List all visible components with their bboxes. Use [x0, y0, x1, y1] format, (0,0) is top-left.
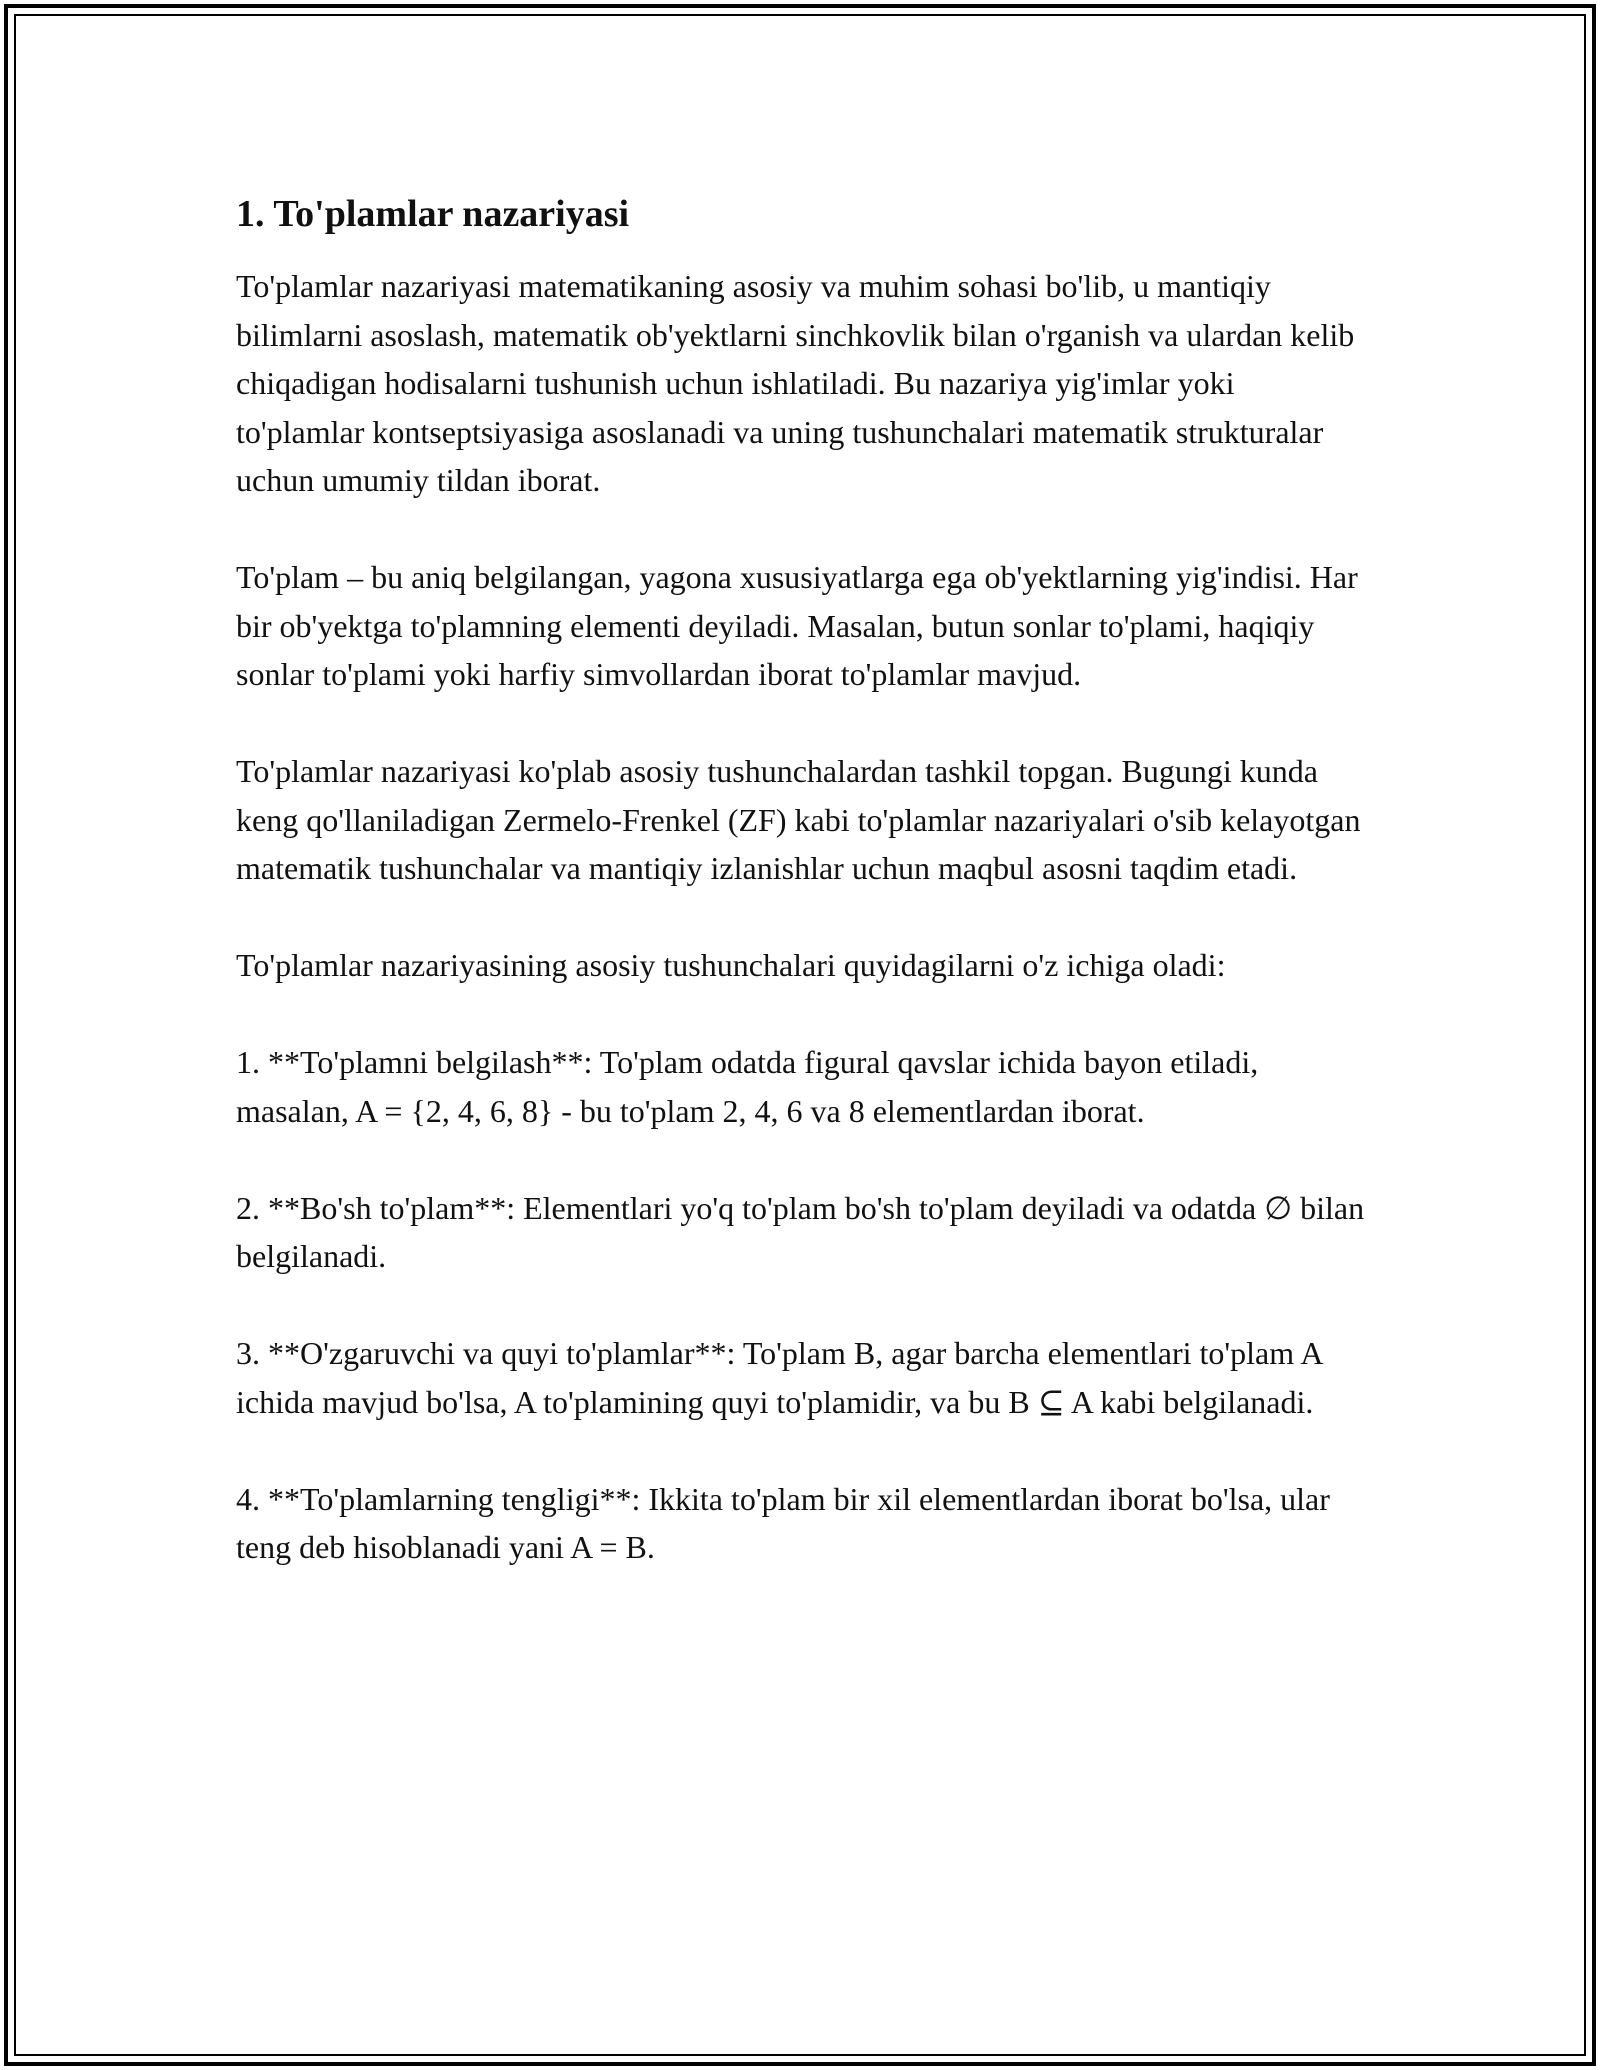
list-item-set-equality: 4. **To'plamlarning tengligi**: Ikkita to'plam bir xil elementlardan iborat bo'lsa, ular teng deb hisoblanadi yani A = B. — [236, 1480, 1330, 1565]
list-item-set-notation: 1. **To'plamni belgilash**: To'plam odatda figural qavslar ichida bayon etiladi, masalan, A = {2, 4, 6, 8} - bu to'plam 2, 4, 6 va 8 elementlardan iborat. — [236, 1044, 1259, 1129]
paragraph-concepts-intro: To'plamlar nazariyasining asosiy tushunchalari quyidagilarni o'z ichiga oladi: — [236, 947, 1226, 983]
list-item-subsets: 3. **O'zgaruvchi va quyi to'plamlar**: To'plam B, agar barcha elementlari to'plam A ichida mavjud bo'lsa, A to'plamining quyi to'plamidir, va bu B ⊆ A kabi belgilanadi. — [236, 1335, 1322, 1420]
section-title: 1. To'plamlar nazariyasi — [236, 193, 630, 235]
paragraph-zf-theory: To'plamlar nazariyasi ko'plab asosiy tushunchalardan tashkil topgan. Bugungi kunda keng qo'llaniladigan Zermelo-Frenkel (ZF) kabi to'plamlar nazariyalari o'sib kelayotgan matematik tushunchalar va mantiqiy izlanishlar uchun maqbul asosni taqdim etadi. — [236, 753, 1361, 886]
list-item-empty-set: 2. **Bo'sh to'plam**: Elementlari yo'q to'plam bo'sh to'plam deyiladi va odatda ∅ bilan belgilanadi. — [236, 1189, 1365, 1274]
paragraph-set-definition: To'plam – bu aniq belgilangan, yagona xususiyatlarga ega ob'yektlarning yig'indisi. Har bir ob'yektga to'plamning elementi deyiladi. Masalan, butun sonlar to'plami, haqiqiy sonlar to'plami yoki harfiy simvollardan iborat to'plamlar mavjud. — [236, 559, 1358, 692]
paragraph-intro: To'plamlar nazariyasi matematikaning asosiy va muhim sohasi bo'lib, u mantiqiy bilimlarni asoslash, matematik ob'yektlarni sinchkovlik bilan o'rganish va ulardan kelib chiqadigan hodisalarni tushunish uchun ishlatiladi. Bu nazariya yig'imlar yoki to'plamlar kontseptsiyasiga asoslanadi va uning tushunchalari matematik strukturalar uchun umumiy tildan iborat. — [236, 268, 1355, 498]
document-body — [236, 186, 1366, 1620]
